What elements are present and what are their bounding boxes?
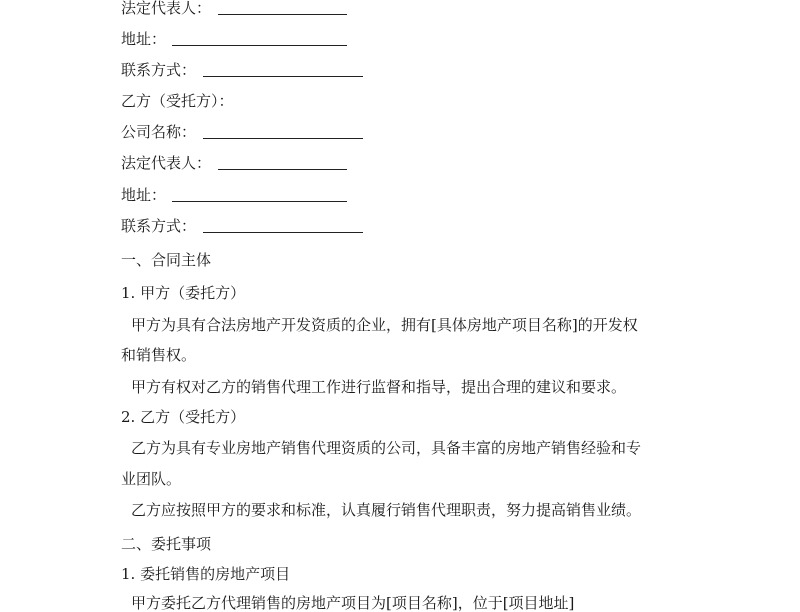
section-2-item-1-paragraph-1: 甲方委托乙方代理销售的房地产项目为[项目名称]，位于[项目地址] <box>131 594 575 612</box>
party-b-company-blank <box>203 138 363 139</box>
party-b-address-label: 地址： <box>121 186 167 204</box>
section-1-heading: 一、合同主体 <box>121 251 212 269</box>
party-b-company-label: 公司名称： <box>121 123 197 141</box>
party-a-legal-rep-blank <box>218 14 347 15</box>
section-2-item-1-heading: 1. 委托销售的房地产项目 <box>121 565 291 583</box>
party-b-heading: 乙方（受托方）： <box>121 92 234 110</box>
party-a-address-label: 地址： <box>121 30 167 48</box>
party-a-address-blank <box>172 45 347 46</box>
party-b-contact-label: 联系方式： <box>121 217 197 235</box>
section-1-item-2-paragraph-1-line-1: 乙方为具有专业房地产销售代理资质的公司，具备丰富的房地产销售经验和专 <box>131 439 642 457</box>
party-a-contact-blank <box>203 76 363 77</box>
section-1-item-2-heading: 2. 乙方（受托方） <box>121 408 246 426</box>
party-b-address-blank <box>172 201 347 202</box>
section-1-item-1-paragraph-1-line-2: 和销售权。 <box>121 346 197 364</box>
section-2-heading: 二、委托事项 <box>121 535 212 553</box>
party-a-contact-label: 联系方式： <box>121 61 197 79</box>
party-b-legal-rep-blank <box>218 169 347 170</box>
party-b-legal-rep-label: 法定代表人： <box>121 154 212 172</box>
section-1-item-1-paragraph-2: 甲方有权对乙方的销售代理工作进行监督和指导，提出合理的建议和要求。 <box>131 378 627 396</box>
party-b-contact-blank <box>203 232 363 233</box>
section-1-item-1-heading: 1. 甲方（委托方） <box>121 284 246 302</box>
section-1-item-1-paragraph-1-line-1: 甲方为具有合法房地产开发资质的企业，拥有[具体房地产项目名称]的开发权 <box>131 316 638 334</box>
party-a-legal-rep-label: 法定代表人： <box>121 0 212 17</box>
section-1-item-2-paragraph-2: 乙方应按照甲方的要求和标准，认真履行销售代理职责，努力提高销售业绩。 <box>131 501 642 519</box>
section-1-item-2-paragraph-1-line-2: 业团队。 <box>121 470 182 488</box>
